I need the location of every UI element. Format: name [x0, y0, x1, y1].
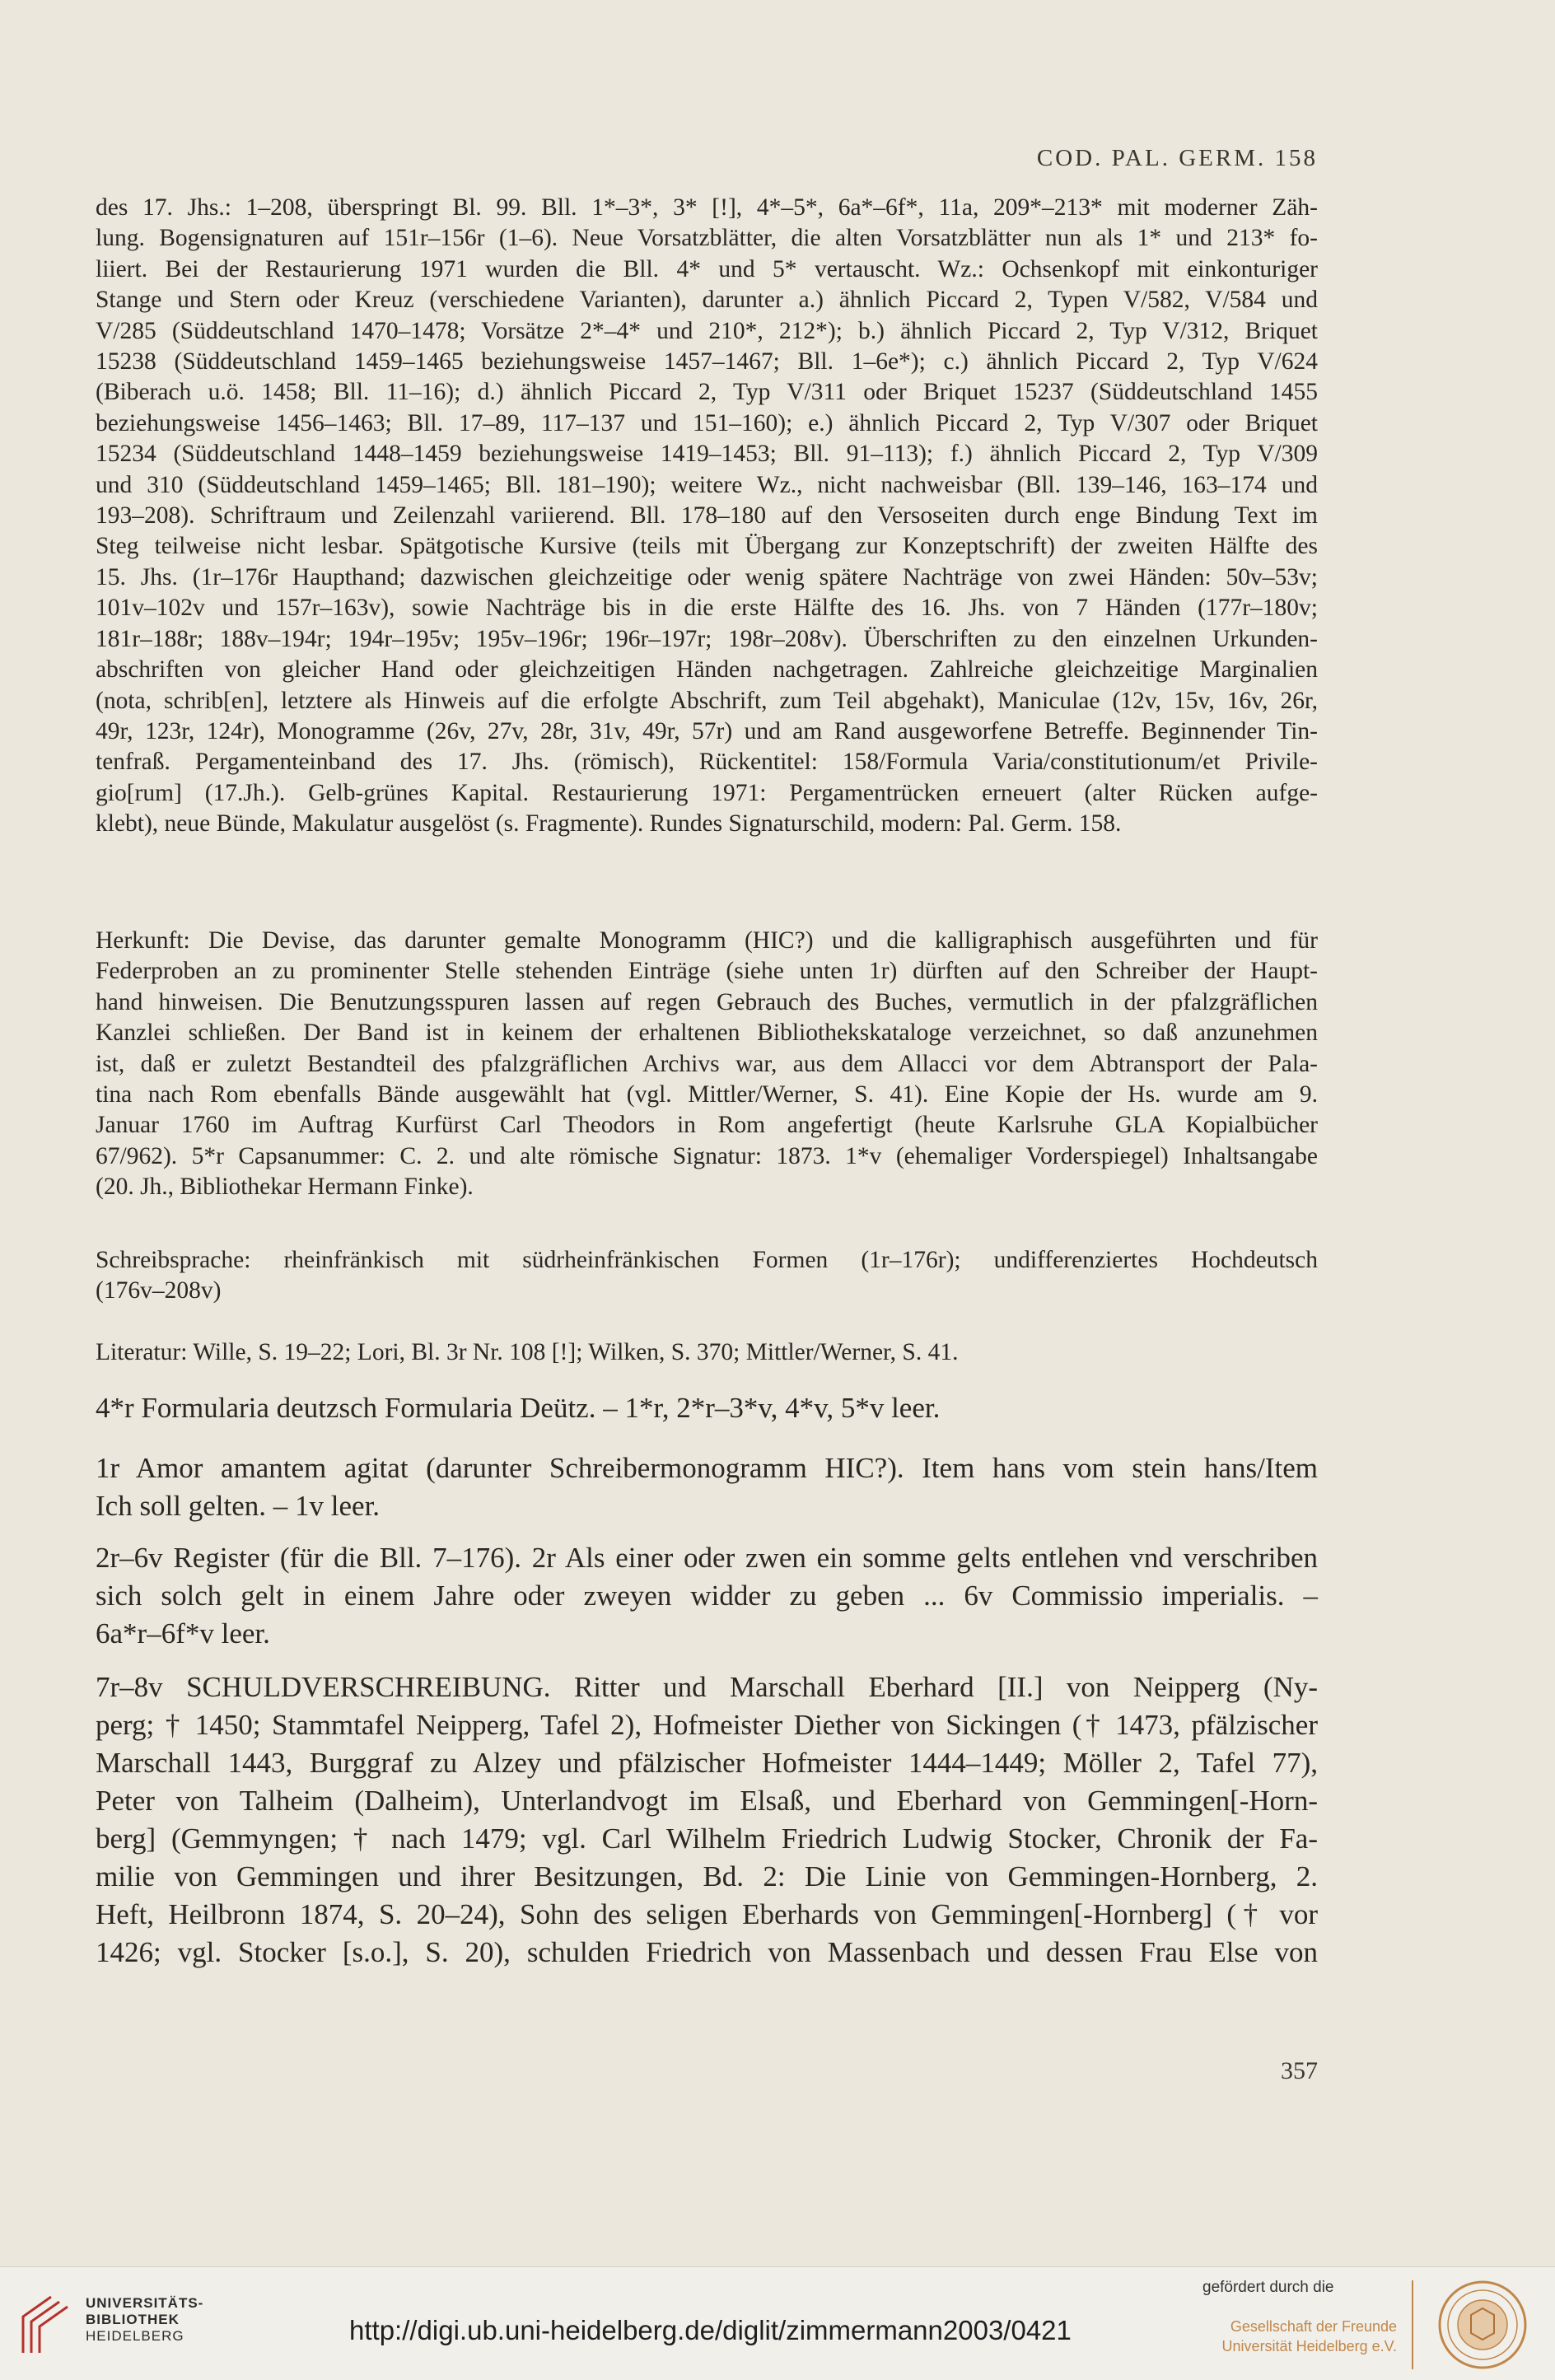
text-line: Stange und Stern oder Kreuz (verschiedene Varianten), darunter a.) ähnlich Piccard 2, Typen V/582, V/584 und [96, 287, 1318, 314]
text-line: (Biberach u.ö. 1458; Bll. 11–16); d.) ähnlich Piccard 2, Typ V/311 oder Briquet 15237 (Süddeutschland 1455 [96, 379, 1318, 406]
text-line: V/285 (Süddeutschland 1470–1478; Vorsätze 2*–4* und 210*, 212*); b.) ähnlich Piccard 2, Typ V/312, Briquet [96, 317, 1318, 344]
library-name-line: HEIDELBERG [86, 2328, 184, 2344]
text-line: Federproben an zu prominenter Stelle stehenden Einträge (siehe unten 1r) dürften auf den Schreiber der Haupt- [96, 958, 1318, 985]
text-line: des 17. Jhs.: 1–208, überspringt Bl. 99. Bll. 1*–3*, 3* [!], 4*–5*, 6a*–6f*, 11a, 209*–213* mit moderner Zäh- [96, 194, 1318, 221]
text-line: milie von Gemmingen und ihrer Besitzungen, Bd. 2: Die Linie von Gemmingen-Hornberg, 2. [96, 1860, 1318, 1892]
text-line: berg] (Gemmyngen; † nach 1479; vgl. Carl Wilhelm Friedrich Ludwig Stocker, Chronik der Fa- [96, 1822, 1318, 1855]
text-line: 101v–102v und 157r–163v), sowie Nachträge bis in die erste Hälfte des 16. Jhs. von 7 Händen (177r–180v; [96, 595, 1318, 622]
text-line: Steg teilweise nicht lesbar. Spätgotische Kursive (teils mit Übergang zur Konzeptschrift) der zweiten Hälfte des [96, 533, 1318, 560]
text-line: Januar 1760 im Auftrag Kurfürst Carl Theodors in Rom angefertigt (heute Karlsruhe GLA Kopialbücher [96, 1112, 1318, 1139]
text-line: 15. Jhs. (1r–176r Haupthand; dazwischen gleichzeitige oder wenig spätere Nachträge von zwei Händen: 50v–53v; [96, 563, 1318, 590]
text-line: liiert. Bei der Restaurierung 1971 wurden die Bll. 4* und 5* vertauscht. Wz.: Ochsenkopf mit einkonturiger [96, 255, 1318, 282]
text-line: beziehungsweise 1456–1463; Bll. 17–89, 117–137 und 151–160); e.) ähnlich Piccard 2, Typ V/307 oder Briquet [96, 409, 1318, 436]
entry-4r [96, 1389, 1318, 1427]
library-name-line: UNIVERSITÄTS- [86, 2295, 204, 2311]
text-line: (176v–208v) [96, 1277, 222, 1304]
language-paragraph [96, 1245, 1318, 1307]
text-line: Schreibsprache: rheinfränkisch mit südrheinfränkischen Formen (1r–176r); undifferenziertes Hochdeutsch [96, 1247, 1318, 1273]
text-line: 67/962). 5*r Capsanummer: C. 2. und alte römische Signatur: 1873. 1*v (ehemaliger Vorderspiegel) Inhaltsangabe [96, 1142, 1318, 1169]
text-line: (nota, schrib[en], letztere als Hinweis auf die erfolgte Abschrift, zum Teil abgehakt), Maniculae (12v, 15v, 16v, 26r, [96, 687, 1318, 714]
text-line: 49r, 123r, 124r), Monogramme (26v, 27v, 28r, 31v, 49r, 57r) und am Rand ausgeworfene Betreffe. Beginnender Tin- [96, 717, 1318, 744]
text-line: sich solch gelt in einem Jahre oder zweyen widder zu geben ... 6v Commissio imperialis. – [96, 1580, 1318, 1612]
footer-divider [1412, 2280, 1413, 2369]
text-line: ist, daß er zuletzt Bestandteil des pfalzgräflichen Archivs war, aus dem Allacci vor dem Abtransport der Pala- [96, 1050, 1318, 1077]
text-line: Herkunft: Die Devise, das darunter gemalte Monogramm (HIC?) und die kalligraphisch ausgeführten und für [96, 927, 1318, 954]
description-paragraph [96, 193, 1318, 840]
text-line: tina nach Rom ebenfalls Bände ausgewählt hat (vgl. Mittler/Werner, S. 41). Eine Kopie der Hs. wurde am 9. [96, 1081, 1318, 1108]
society-name [1211, 2317, 1397, 2356]
entry-1r [96, 1449, 1318, 1525]
text-line: 6a*r–6f*v leer. [96, 1617, 270, 1650]
text-line: klebt), neue Bünde, Makulatur ausgelöst (s. Fragmente). Rundes Signaturschild, modern: Pal. Germ. 158. [96, 810, 1122, 838]
text-line: hand hinweisen. Die Benutzungsspuren lassen auf regen Gebrauch des Buches, vermutlich in der pfalzgräflichen [96, 988, 1318, 1015]
society-name-line: Gesellschaft der Freunde [1230, 2318, 1397, 2335]
running-title: COD. PAL. GERM. 158 [1036, 145, 1318, 171]
text-line: perg; † 1450; Stammtafel Neipperg, Tafel 2), Hofmeister Diether von Sickingen († 1473, pfälzischer [96, 1709, 1318, 1741]
library-logo-icon [18, 2292, 76, 2358]
funded-by-label: gefördert durch die [1202, 2279, 1334, 2296]
entry-7r-8v [96, 1668, 1318, 1972]
text-line: Marschall 1443, Burggraf zu Alzey und pfälzischer Hofmeister 1444–1449; Möller 2, Tafel 77), [96, 1747, 1318, 1779]
text-line: 15234 (Süddeutschland 1448–1459 beziehungsweise 1419–1453; Bll. 91–113); f.) ähnlich Piccard 2, Typ V/309 [96, 441, 1318, 468]
provenance-paragraph [96, 926, 1318, 1203]
text-line: Kanzlei schließen. Der Band ist in keinem der erhaltenen Bibliothekskataloge verzeichnet, so daß anzunehmen [96, 1020, 1318, 1047]
text-line: 193–208). Schriftraum und Zeilenzahl variierend. Bll. 178–180 auf den Versoseiten durch enge Bindung Text im [96, 502, 1318, 530]
entry-2r-6v [96, 1539, 1318, 1653]
text-line: 4*r Formularia deutzsch Formularia Deütz. – 1*r, 2*r–3*v, 4*v, 5*v leer. [96, 1392, 941, 1424]
footer-bar [0, 2266, 1555, 2380]
text-line: 15238 (Süddeutschland 1459–1465 beziehungsweise 1457–1467; Bll. 1–6e*); c.) ähnlich Piccard 2, Typ V/624 [96, 348, 1318, 376]
text-line: Ich soll gelten. – 1v leer. [96, 1490, 381, 1522]
permalink-url[interactable]: http://digi.ub.uni-heidelberg.de/diglit/zimmermann2003/0421 [349, 2315, 1072, 2345]
text-line: und 310 (Süddeutschland 1459–1465; Bll. 181–190); weitere Wz., nicht nachweisbar (Bll. 139–146, 163–174 und [96, 471, 1318, 498]
library-name-line: BIBLIOTHEK [86, 2312, 180, 2327]
text-line: Peter von Talheim (Dalheim), Unterlandvogt im Elsaß, und Eberhard von Gemmingen[-Horn- [96, 1785, 1318, 1817]
library-name [86, 2295, 203, 2345]
society-name-line: Universität Heidelberg e.V. [1221, 2338, 1397, 2354]
text-line: 181r–188r; 188v–194r; 194r–195v; 195v–196r; 196r–197r; 198r–208v). Überschriften zu den einzelnen Urkunden- [96, 625, 1318, 652]
text-line: tenfraß. Pergamenteinband des 17. Jhs. (römisch), Rückentitel: 158/Formula Varia/constitutionum/et Privile- [96, 749, 1318, 776]
text-line: 1r Amor amantem agitat (darunter Schreibermonogramm HIC?). Item hans vom stein hans/Item [96, 1452, 1318, 1484]
literature-paragraph [96, 1337, 1318, 1368]
text-line: Literatur: Wille, S. 19–22; Lori, Bl. 3r Nr. 108 [!]; Wilken, S. 370; Mittler/Werner, S. 41. [96, 1339, 959, 1365]
text-line: gio[rum] (17.Jh.). Gelb-grünes Kapital. Restaurierung 1971: Pergamentrücken erneuert (alter Rücken aufge- [96, 779, 1318, 806]
text-line: 1426; vgl. Stocker [s.o.], S. 20), schulden Friedrich von Massenbach und dessen Frau Else von [96, 1936, 1318, 1968]
text-line: Heft, Heilbronn 1874, S. 20–24), Sohn des seligen Eberhards von Gemmingen[-Hornberg] († vor [96, 1898, 1318, 1930]
text-line: abschriften von gleicher Hand oder gleichzeitigen Händen nachgetragen. Zahlreiche gleichzeitige Marginalien [96, 656, 1318, 684]
text-line: 2r–6v Register (für die Bll. 7–176). 2r Als einer oder zwen ein somme gelts entlehen vnd verschriben [96, 1542, 1318, 1574]
page-number: 357 [1281, 2057, 1318, 2084]
text-line: (20. Jh., Bibliothekar Hermann Finke). [96, 1174, 474, 1201]
university-seal-icon [1433, 2279, 1532, 2371]
text-line: lung. Bogensignaturen auf 151r–156r (1–6). Neue Vorsatzblätter, die alten Vorsatzblätter nun als 1* und 213* fo- [96, 225, 1318, 252]
text-line: 7r–8v SCHULDVERSCHREIBUNG. Ritter und Marschall Eberhard [II.] von Neipperg (Ny- [96, 1671, 1318, 1703]
